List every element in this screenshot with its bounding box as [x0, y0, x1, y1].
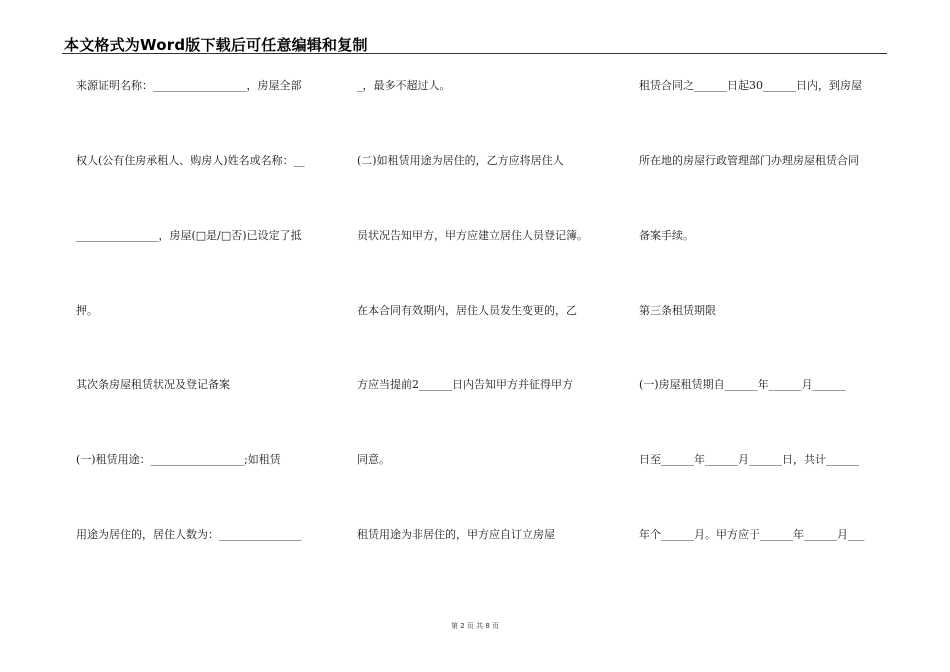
text-line: 押。 [76, 304, 98, 317]
text-line: 年个______月。甲方应于______年______月___ [639, 528, 865, 541]
section-heading: 第三条租赁期限 [639, 304, 716, 317]
text-line: 在本合同有效期内，居住人员发生变更的，乙 [357, 304, 577, 317]
text-line: 同意。 [357, 453, 390, 466]
header-divider [62, 53, 887, 54]
text-line: 权人(公有住房承租人、购房人)姓名或名称：__ [76, 154, 305, 167]
text-line: 备案手续。 [639, 229, 694, 242]
text-line: 方应当提前2______日内告知甲方并征得甲方 [357, 378, 573, 391]
page-header-title: 本文格式为Word版下载后可任意编辑和复制 [64, 36, 368, 54]
text-line: (二)如租赁用途为居住的，乙方应将居住人 [357, 154, 564, 167]
text-line: 来源证明名称：_________________，房屋全部 [76, 79, 302, 92]
text-line: 员状况告知甲方，甲方应建立居住人员登记簿。 [357, 229, 588, 242]
text-line: 用途为居住的，居住人数为：_______________ [76, 528, 302, 541]
text-line: 日至______年______月______日，共计______ [639, 453, 859, 466]
text-line: (一)租赁用途：_________________;如租赁 [76, 453, 281, 466]
text-line: (一)房屋租赁期自______年______月______ [639, 378, 846, 391]
text-line: 所在地的房屋行政管理部门办理房屋租赁合同 [639, 154, 859, 167]
page-number-footer: 第 2 页 共 8 页 [450, 622, 500, 630]
text-line: 租赁合同之______日起30______日内，到房屋 [639, 79, 862, 92]
text-line: 租赁用途为非居住的，甲方应自订立房屋 [357, 528, 555, 541]
section-heading: 其次条房屋租赁状况及登记备案 [76, 378, 230, 391]
text-line: _______________，房屋(□是/□否)已设定了抵 [76, 229, 302, 242]
text-line: _，最多不超过人。 [357, 79, 451, 92]
